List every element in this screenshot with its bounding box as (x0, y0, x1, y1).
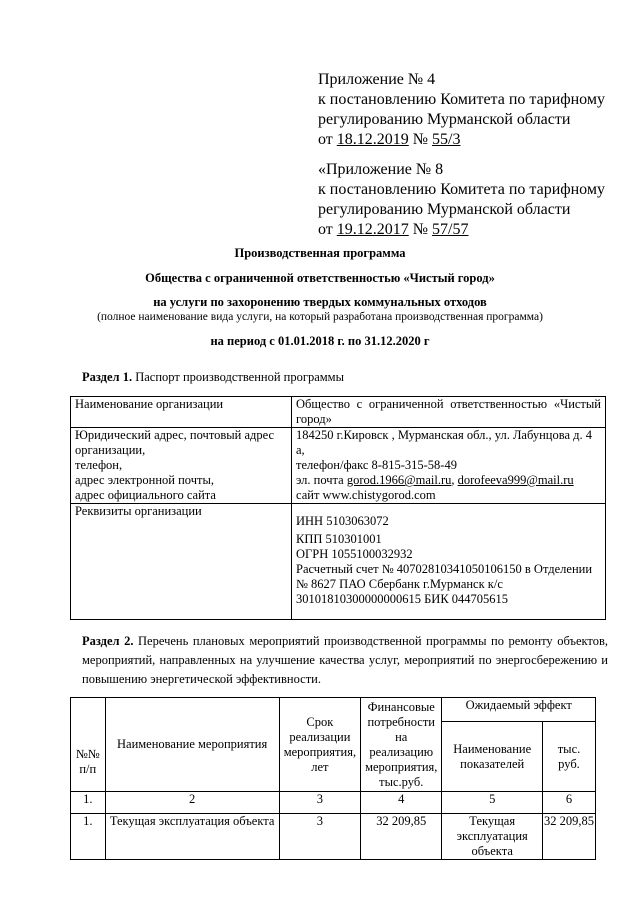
index-cell: 6 (542, 792, 595, 814)
index-cell: 2 (105, 792, 279, 814)
row-thous: 32 209,85 (542, 814, 595, 860)
address-label-line: Юридический адрес, почтовый адрес (75, 428, 275, 442)
address-label-line: телефон, (75, 458, 123, 472)
index-cell: 3 (279, 792, 360, 814)
title-period: на период с 01.01.2018 г. по 31.12.2020 г (210, 334, 430, 348)
section1-text: Паспорт производственной программы (135, 370, 344, 384)
passport-address-value (292, 428, 606, 504)
annex-current: Приложение № 4 (318, 71, 436, 88)
num-current: 55/3 (432, 131, 461, 148)
section1-label: Раздел 1. (82, 370, 133, 384)
email-link-1[interactable]: gorod.1966@mail.ru (346, 473, 452, 487)
address-label-line: организации, (75, 443, 146, 457)
section2-label: Раздел 2. (82, 634, 134, 648)
plan-header-row (71, 698, 596, 722)
regulator-current-line: регулированию Мурманской области (318, 111, 571, 128)
passport-row-requisites (71, 504, 606, 620)
table-row (71, 814, 596, 860)
legal-address: 184250 г.Кировск , Мурманская обл., ул. Лабунцова д. 4 а, (296, 428, 593, 457)
col-indicator-header: Наименование показателей (442, 722, 543, 792)
email-label: эл. почта (296, 473, 344, 487)
index-cell: 5 (442, 792, 543, 814)
col-effect-header: Ожидаемый эффект (442, 698, 596, 722)
date-current: 18.12.2019 (336, 131, 409, 148)
col-num-header: №№ п/п (71, 698, 106, 792)
passport-requisites-value (292, 504, 606, 620)
row-name: Текущая эксплуатация объекта (105, 814, 279, 860)
date-prev: 19.12.2017 (336, 221, 409, 238)
passport-row-name (71, 397, 606, 428)
address-label-line: адрес официального сайта (75, 488, 216, 502)
col-thous-header: тыс. руб. (542, 722, 595, 792)
index-cell: 4 (361, 792, 442, 814)
regulator-prev-line: регулированию Мурманской области (318, 201, 571, 218)
row-term: 3 (279, 814, 360, 860)
phone-fax: телефон/факс 8-815-315-58-49 (296, 458, 457, 472)
num-prev: 57/57 (432, 221, 469, 238)
passport-table (70, 396, 606, 620)
passport-row-address (71, 428, 606, 504)
ogrn: ОГРН 1055100032932 (296, 547, 413, 561)
address-label-line: адрес электронной почты, (75, 473, 214, 487)
bank-account-line: № 8627 ПАО Сбербанк г.Мурманск к/с (296, 577, 503, 591)
row-num: 1. (71, 814, 106, 860)
passport-org-name-value: Общество с ограниченной ответственностью «Чистый город» (292, 397, 606, 428)
title-program: Производственная программа (234, 246, 406, 260)
date-prev-line (318, 220, 469, 241)
decree-current-line: к постановлению Комитета по тарифному (318, 91, 605, 108)
decree-prev-line: к постановлению Комитета по тарифному (318, 181, 605, 198)
passport-requisites-label: Реквизиты организации (71, 504, 292, 620)
inn: ИНН 5103063072 (296, 514, 389, 528)
website: сайт www.chistygorod.com (296, 488, 436, 502)
email-separator: , (451, 473, 455, 487)
annex-prev: «Приложение № 8 (318, 161, 444, 178)
kpp: КПП 510301001 (296, 532, 382, 546)
email-line (296, 473, 601, 488)
bank-account-line: Расчетный счет № 40702810341050106150 в Отделении (296, 562, 593, 576)
col-name-header: Наименование мероприятия (105, 698, 279, 792)
passport-org-name-label: Наименование организации (71, 397, 292, 428)
index-cell: 1. (71, 792, 106, 814)
date-current-line (318, 130, 461, 151)
num-label-prev: № (412, 221, 429, 238)
plan-table (70, 697, 596, 860)
row-fin: 32 209,85 (361, 814, 442, 860)
title-service: на услуги по захоронению твердых коммунальных отходов (153, 295, 487, 309)
passport-address-label (71, 428, 292, 504)
from-label: от (318, 131, 333, 148)
bank-account-line: 30101810300000000615 БИК 044705615 (296, 592, 509, 606)
email-link-2[interactable]: dorofeeva999@mail.ru (457, 473, 574, 487)
row-indicator: Текущая эксплуатация объекта (442, 814, 543, 860)
plan-index-row (71, 792, 596, 814)
title-service-note: (полное наименование вида услуги, на который разработана производственная программа) (97, 311, 543, 323)
col-term-header: Срок реализации мероприятия, лет (279, 698, 360, 792)
section2-text: Перечень плановых мероприятий производственной программы по ремонту объектов, мероприятий, направленных на улучшение качества услуг, мероприятий по энергосбережению и повышению энергетической эффективности. (82, 634, 609, 686)
section2-heading (82, 632, 608, 689)
title-company: Общества с ограниченной ответственностью «Чистый город» (145, 271, 495, 285)
section1-heading (82, 370, 344, 385)
col-fin-header: Финансовые потребности на реализацию мероприятия, тыс.руб. (361, 698, 442, 792)
num-label: № (412, 131, 429, 148)
from-label-prev: от (318, 221, 333, 238)
